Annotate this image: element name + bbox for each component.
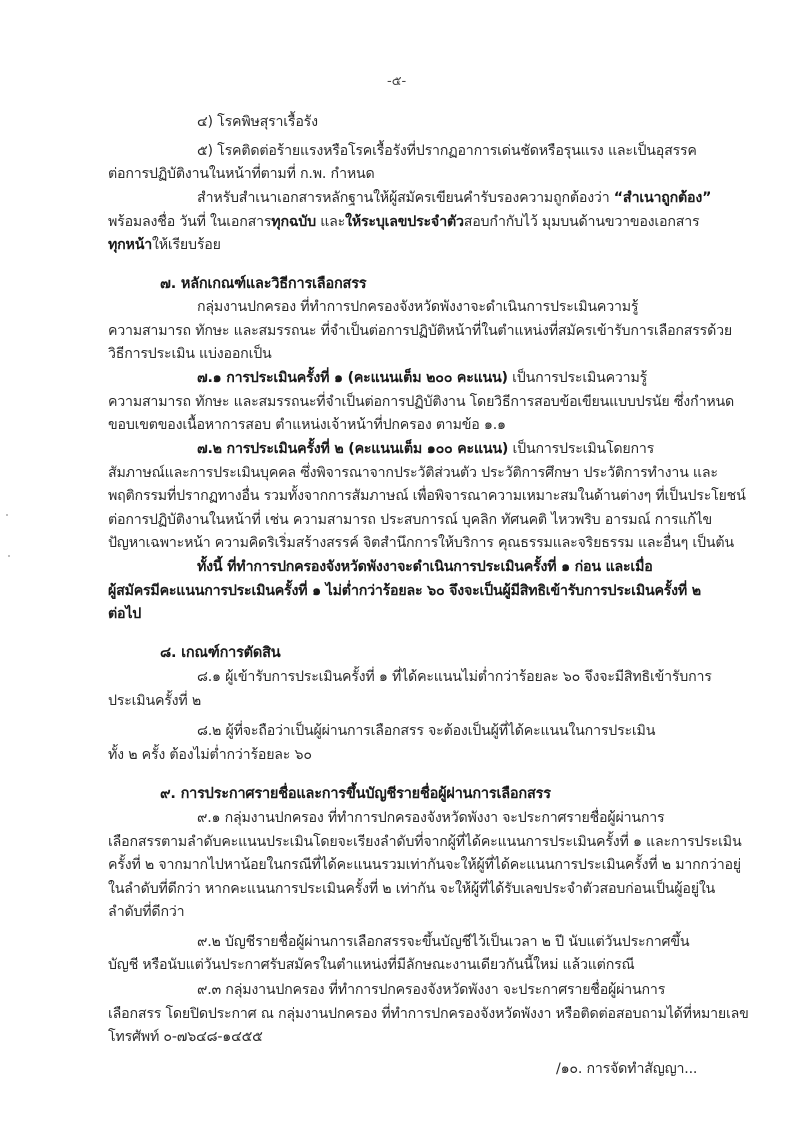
- copy-note-text: สำหรับสำเนาเอกสารหลักฐานให้ผู้สมัครเขียนคำรับรองความถูกต้องว่า: [197, 190, 614, 206]
- section-8-1-line-1: ๘.๑ ผู้เข้ารับการประเมินครั้งที่ ๑ ที่ได้คะแนนไม่ต่ำกว่าร้อยละ ๖๐ จึงจะมีสิทธิเข้ารับการ: [197, 669, 712, 685]
- section-9-1-line-1: ๙.๑ กลุ่มงานปกครอง ที่ทำการปกครองจังหวัดพังงา จะประกาศรายชื่อผู้ผ่านการ: [197, 810, 665, 826]
- page-number: -๕-: [387, 74, 407, 89]
- disease-item-5-line-2: ต่อการปฏิบัติงานในหน้าที่ตามที่ ก.พ. กำหนด: [108, 166, 375, 182]
- section-7-note-line-2: ผู้สมัครมีคะแนนการประเมินครั้งที่ ๑ ไม่ต่ำกว่าร้อยละ ๖๐ จึงจะเป็นผู้มีสิทธิเข้ารับการประเมินครั้งที่ ๒: [108, 583, 701, 599]
- section-9-1-line-5: ลำดับที่ดีกว่า: [108, 904, 185, 920]
- section-7-2-line-1: [197, 439, 654, 459]
- continuation-note: /๑๐. การจัดทำสัญญา...: [556, 1061, 698, 1077]
- section-7-heading: ๗. หลักเกณฑ์และวิธีการเลือกสรร: [160, 276, 367, 292]
- section-7-2-text: เป็นการประเมินโดยการ: [508, 441, 655, 457]
- copy-note-line-1: [197, 188, 711, 208]
- section-9-2-line-1: ๙.๒ บัญชีรายชื่อผู้ผ่านการเลือกสรรจะขึ้นบัญชีไว้เป็นเวลา ๒ ปี นับแต่วันประกาศขึ้น: [197, 934, 690, 950]
- section-9-heading: ๙. การประกาศรายชื่อและการขึ้นบัญชีรายชื่อผู้ผ่านการเลือกสรร: [160, 786, 551, 802]
- section-7-1-line-2: ความสามารถ ทักษะ และสมรรถนะที่จำเป็นต่อการปฏิบัติงาน โดยวิธีการสอบข้อเขียนแบบปรนัย ซึ่งกำหนด: [108, 394, 735, 410]
- copy-note-line-3: [108, 235, 221, 255]
- scan-speck: [6, 514, 8, 516]
- section-9-1-line-2: เลือกสรรตามลำดับคะแนนประเมินโดยจะเรียงลำดับที่จากผู้ที่ได้คะแนนการประเมินครั้งที่ ๑ และการประเมิน: [108, 834, 742, 850]
- exam-id-emphasis: ให้ระบุเลขประจำตัว: [345, 214, 464, 230]
- section-7-1-line-1: [197, 368, 647, 388]
- section-7-1-line-3: ขอบเขตของเนื้อหาการสอบ ตำแหน่งเจ้าหน้าที่ปกครอง ตามข้อ ๑.๑: [108, 417, 506, 433]
- disease-item-5-line-1: ๕) โรคติดต่อร้ายแรงหรือโรคเรื้อรังที่ปรากฏอาการเด่นชัดหรือรุนแรง และเป็นอุสรรค: [197, 143, 697, 159]
- section-8-2-line-2: ทั้ง ๒ ครั้ง ต้องไม่ต่ำกว่าร้อยละ ๖๐: [108, 747, 312, 763]
- section-8-1-line-2: ประเมินครั้งที่ ๒: [108, 693, 201, 709]
- copy-note-text: และ: [315, 214, 346, 230]
- section-7-note-line-1: ทั้งนี้ ที่ทำการปกครองจังหวัดพังงาจะดำเนินการประเมินครั้งที่ ๑ ก่อน และเมื่อ: [197, 559, 653, 575]
- section-7-1-text: เป็นการประเมินความรู้: [507, 370, 648, 386]
- copy-note-text: พร้อมลงชื่อ วันที่ ในเอกสาร: [108, 214, 272, 230]
- every-copy-emphasis: ทุกฉบับ: [271, 214, 316, 230]
- copy-note-line-2: [108, 212, 699, 232]
- section-9-1-line-4: ในลำดับที่ดีกว่า หากคะแนนการประเมินครั้งที่ ๒ เท่ากัน จะให้ผู้ที่ได้รับเลขประจำตัวสอบก่อนเป็นผู้อยู่ใน: [108, 881, 716, 897]
- scan-speck: [8, 555, 10, 557]
- section-9-1-line-3: ครั้งที่ ๒ จากมากไปหาน้อยในกรณีที่ได้คะแนนรวมเท่ากันจะให้ผู้ที่ได้คะแนนการประเมินครั้งที่ ๒ มากกว่าอยู่: [108, 857, 741, 873]
- every-page-emphasis: ทุกหน้า: [108, 237, 152, 253]
- section-9-2-line-2: บัญชี หรือนับแต่วันประกาศรับสมัครในตำแหน่งที่มีลักษณะงานเดียวกันนี้ใหม่ แล้วแต่กรณี: [108, 957, 635, 973]
- section-7-2-line-2: สัมภาษณ์และการประเมินบุคคล ซึ่งพิจารณาจากประวัติส่วนตัว ประวัติการศึกษา ประวัติการทำงาน และ: [108, 465, 718, 481]
- section-8-2-line-1: ๘.๒ ผู้ที่จะถือว่าเป็นผู้ผ่านการเลือกสรร จะต้องเป็นผู้ที่ได้คะแนนในการประเมิน: [197, 723, 656, 739]
- section-7-2-line-4: ต่อการปฏิบัติงานในหน้าที่ เช่น ความสามารถ ประสบการณ์ บุคลิก ทัศนคติ ไหวพริบ อารมณ์ การแก้ไข: [108, 512, 713, 528]
- disease-item-4: ๔) โรคพิษสุราเรื้อรัง: [197, 114, 318, 130]
- section-8-heading: ๘. เกณฑ์การตัดสิน: [160, 645, 281, 661]
- section-9-3-line-3: โทรศัพท์ ๐-๗๖๔๘-๑๔๕๕: [108, 1029, 263, 1045]
- section-9-3-line-2: เลือกสรร โดยปิดประกาศ ณ กลุ่มงานปกครอง ที่ทำการปกครองจังหวัดพังงา หรือติดต่อสอบถามได้ที่หมายเลข: [108, 1006, 749, 1022]
- section-7-1-title: ๗.๑ การประเมินครั้งที่ ๑ (คะแนนเต็ม ๒๐๐ คะแนน): [197, 370, 508, 386]
- copy-note-text: ให้เรียบร้อย: [151, 237, 221, 253]
- certified-copy-phrase: “สำเนาถูกต้อง”: [613, 190, 712, 206]
- section-7-intro-line-1: กลุ่มงานปกครอง ที่ทำการปกครองจังหวัดพังงาจะดำเนินการประเมินความรู้: [197, 299, 639, 315]
- section-7-2-line-3: พฤติกรรมที่ปรากฏทางอื่น รวมทั้งจากการสัมภาษณ์ เพื่อพิจารณาความเหมาะสมในด้านต่างๆ ที่เป็นประโยชน์: [108, 488, 746, 504]
- section-7-intro-line-2: ความสามารถ ทักษะ และสมรรถนะ ที่จำเป็นต่อการปฏิบัติหน้าที่ในตำแหน่งที่สมัครเข้ารับการเลือกสรรด้วย: [108, 323, 732, 339]
- section-7-2-line-5: ปัญหาเฉพาะหน้า ความคิดริเริ่มสร้างสรรค์ จิตสำนึกการให้บริการ คุณธรรมและจริยธรรม และอื่นๆ เป็นต้น: [108, 535, 734, 551]
- section-7-intro-line-3: วิธีการประเมิน แบ่งออกเป็น: [108, 346, 272, 362]
- copy-note-text: สอบกำกับไว้ มุมบนด้านขวาของเอกสาร: [463, 214, 700, 230]
- section-7-note-line-3: ต่อไป: [108, 606, 142, 622]
- section-7-2-title: ๗.๒ การประเมินครั้งที่ ๒ (คะแนนเต็ม ๑๐๐ คะแนน): [197, 441, 509, 457]
- section-9-3-line-1: ๙.๓ กลุ่มงานปกครอง ที่ทำการปกครองจังหวัดพังงา จะประกาศรายชื่อผู้ผ่านการ: [197, 982, 666, 998]
